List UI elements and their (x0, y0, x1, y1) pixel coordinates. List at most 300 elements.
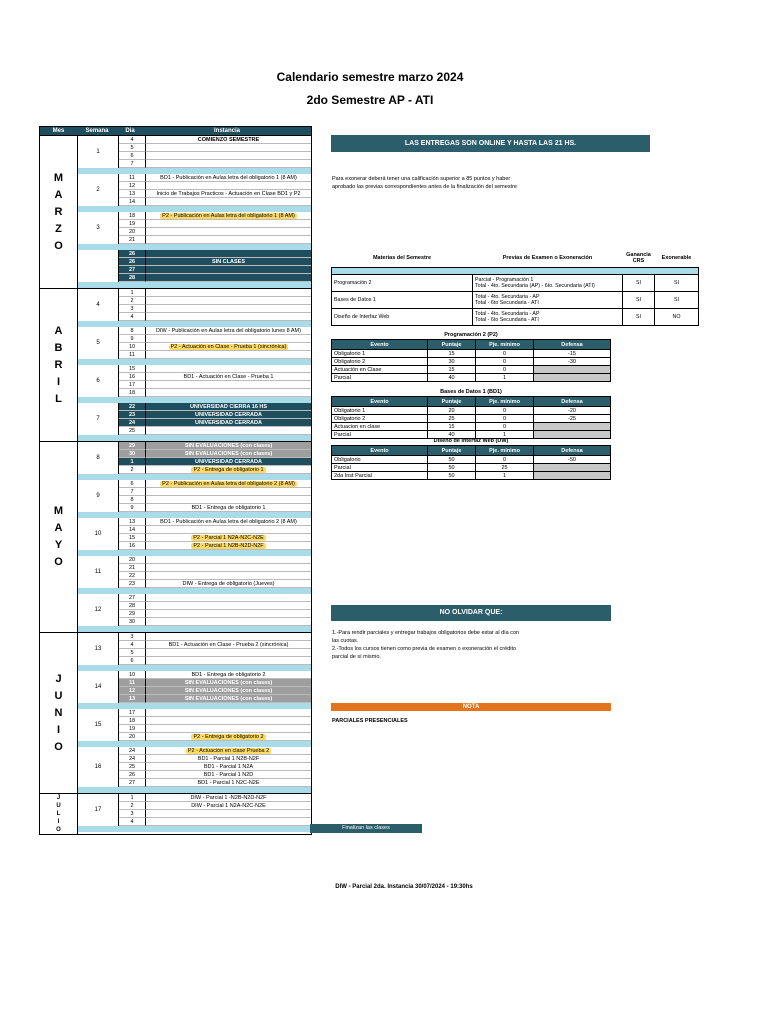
week-row (78, 480, 311, 512)
eval-cell: 0 (476, 456, 534, 464)
day-number: 29 (119, 610, 146, 618)
eval-cell: -15 (534, 350, 611, 358)
month-letter: A (54, 324, 63, 337)
day-event (146, 266, 311, 274)
day-row (119, 236, 311, 244)
day-event (146, 763, 311, 771)
eval-table (331, 396, 611, 439)
day-event-text: BD1 - Parcial 1 N2B-N2F (197, 756, 260, 762)
day-number: 13 (119, 518, 146, 526)
week-number: 15 (78, 709, 119, 741)
eval-header: Pje. mínimo (476, 446, 534, 456)
eval-cell: 50 (428, 456, 476, 464)
day-event-text: UNIVERSIDAD CERRADA (195, 420, 262, 426)
month-letter: J (55, 672, 62, 685)
day-event (146, 365, 311, 373)
month-letter: M (53, 505, 64, 517)
day-event-text: P2 - Entrega de obligatorio 2 (193, 734, 264, 740)
day-event (146, 810, 311, 818)
day-event (146, 526, 311, 534)
day-event-text: BD1 - Entrega de obligatorio 1 (191, 505, 266, 511)
day-event (146, 580, 311, 588)
footer-note: DIW - Parcial 2da. Instancia 30/07/2024 - 19:30hs (335, 884, 473, 890)
day-event-text: SIN EVALUACIONES (con clases) (184, 680, 273, 686)
day-event-text: P2 - Parcial 1 N2B-N2D-N2F (193, 543, 264, 549)
month-name (40, 633, 78, 793)
day-event-text: DIW - Parcial 1 -N2B-N2D-N2F (190, 795, 267, 801)
day-event-text: BD1 - Parcial 1 N2D (203, 772, 254, 778)
day-row (119, 335, 311, 343)
day-row (119, 305, 311, 313)
day-event (146, 250, 311, 258)
page-title: Calendario semestre marzo 2024 (276, 70, 464, 84)
eval-cell: 2da Inst Parcial (332, 472, 428, 480)
week-number: 5 (78, 327, 119, 359)
day-number: 4 (119, 641, 146, 649)
day-row (119, 709, 311, 717)
eval-cell (534, 366, 611, 374)
day-event (146, 389, 311, 397)
day-number: 23 (119, 411, 146, 419)
eval-header: Puntaje (428, 397, 476, 407)
header-dia: Dia (125, 128, 135, 134)
day-number: 30 (119, 618, 146, 626)
day-event-text: BD1 - Entrega de obligatorio 2 (191, 672, 266, 678)
day-row (119, 389, 311, 397)
day-event-text: P2 - Entrega de obligatorio 1 (193, 467, 264, 473)
day-row (119, 657, 311, 665)
day-number: 23 (119, 580, 146, 588)
week-row (78, 633, 311, 665)
week-number: 8 (78, 442, 119, 474)
day-event (146, 594, 311, 602)
no-olvidar-line: 2.-Todos los cursos tienen como previa de examen o exoneración el crédito (332, 646, 517, 652)
materia-crs: SI (623, 291, 655, 308)
week-row (78, 442, 311, 474)
finalizan-clases-badge: Finalizan las clases (310, 824, 422, 833)
day-row (119, 542, 311, 550)
eval-cell: Parcial (332, 374, 428, 382)
day-number: 26 (119, 771, 146, 779)
materia-exonerable: SI (655, 291, 699, 308)
eval-cell: Parcial (332, 464, 428, 472)
day-event-text: COMIENZO SEMESTRE (197, 137, 260, 143)
day-number: 11 (119, 174, 146, 182)
eval-row (332, 407, 611, 415)
eval-title: Bases de Datos 1 (BD1) (440, 389, 502, 395)
day-event (146, 480, 311, 488)
day-row (119, 152, 311, 160)
day-event-text: BD1 - Publicación en Aulas letra del obligatorio 1 (8 AM) (160, 175, 297, 181)
week-row (78, 250, 311, 282)
eval-cell: Actuacion en clase (332, 423, 428, 431)
day-number: 21 (119, 236, 146, 244)
day-row (119, 671, 311, 679)
eval-table (331, 339, 611, 382)
day-event-text: BD1 - Publicación en Aulas letra del obligatorio 2 (8 AM) (160, 519, 297, 525)
eval-cell: 0 (476, 415, 534, 423)
previa-line: Total - 6to Secundaria - ATI (475, 316, 539, 323)
day-event (146, 818, 311, 826)
day-number: 18 (119, 389, 146, 397)
day-number: 22 (119, 403, 146, 411)
day-event (146, 327, 311, 335)
materia-row (332, 308, 699, 325)
day-event (146, 504, 311, 512)
eval-cell: 25 (428, 415, 476, 423)
eval-title: Diseño de Interfaz Web (DW) (433, 438, 509, 444)
day-row (119, 228, 311, 236)
eval-cell: Parcial (332, 431, 428, 439)
day-row (119, 258, 311, 266)
eval-cell: 25 (476, 464, 534, 472)
day-number: 6 (119, 480, 146, 488)
day-number: 3 (119, 305, 146, 313)
day-event (146, 534, 311, 542)
eval-cell: 1 (476, 431, 534, 439)
day-number: 29 (119, 442, 146, 450)
month-letter: O (54, 239, 63, 252)
no-olvidar-line: parcial de sí mismo. (332, 654, 381, 660)
week-number: 7 (78, 403, 119, 435)
day-row (119, 160, 311, 168)
day-row (119, 725, 311, 733)
day-event (146, 725, 311, 733)
day-number: 9 (119, 335, 146, 343)
header-mes: Mes (52, 128, 65, 134)
day-event-text: P2 - Publicación en Aulas letra del obligatorio 1 (8 AM) (162, 213, 295, 219)
day-event-text: BD1 - Actuación en Clase - Prueba 1 (183, 374, 274, 380)
eval-cell: Actuación en Clase (332, 366, 428, 374)
day-row (119, 419, 311, 427)
day-number: 20 (119, 733, 146, 741)
month-letter: O (54, 556, 63, 568)
day-row (119, 594, 311, 602)
day-row (119, 190, 311, 198)
day-event (146, 274, 311, 282)
day-event (146, 144, 311, 152)
week-row (78, 518, 311, 550)
eval-row (332, 358, 611, 366)
day-event (146, 458, 311, 466)
day-number: 17 (119, 709, 146, 717)
day-row (119, 496, 311, 504)
eval-header: Puntaje (428, 446, 476, 456)
eval-cell: 15 (428, 366, 476, 374)
day-number: 1 (119, 458, 146, 466)
week-separator (78, 282, 311, 288)
day-number: 5 (119, 144, 146, 152)
day-number: 7 (119, 488, 146, 496)
day-row (119, 818, 311, 826)
day-number: 7 (119, 160, 146, 168)
day-event (146, 649, 311, 657)
eval-cell: 0 (476, 407, 534, 415)
day-row (119, 220, 311, 228)
day-event (146, 733, 311, 741)
month-letter: U (54, 689, 63, 702)
day-number: 18 (119, 717, 146, 725)
month-block (40, 441, 311, 632)
day-row (119, 289, 311, 297)
day-event (146, 602, 311, 610)
day-row (119, 381, 311, 389)
day-row (119, 564, 311, 572)
day-event (146, 442, 311, 450)
day-number: 20 (119, 228, 146, 236)
day-event (146, 771, 311, 779)
materia-exonerable: SI (655, 274, 699, 291)
day-row (119, 313, 311, 321)
day-event (146, 488, 311, 496)
day-event (146, 212, 311, 220)
day-row (119, 534, 311, 542)
eval-cell: 1 (476, 374, 534, 382)
day-event-text: BD1 - Actuación en Clase - Prueba 2 (sincrónica) (168, 642, 289, 648)
eval-cell: -50 (534, 456, 611, 464)
eval-cell: 0 (476, 350, 534, 358)
week-number: 13 (78, 633, 119, 665)
day-number: 8 (119, 496, 146, 504)
eval-table-block (331, 388, 611, 439)
day-event-text: Inicio de Trabajos Practicos - Actuación en Clase BD1 y P2 (156, 191, 301, 197)
day-event (146, 802, 311, 810)
day-row (119, 250, 311, 258)
day-row (119, 695, 311, 703)
day-row (119, 212, 311, 220)
day-event (146, 695, 311, 703)
day-event (146, 305, 311, 313)
day-number: 20 (119, 556, 146, 564)
day-number: 27 (119, 594, 146, 602)
month-letter: I (56, 375, 61, 388)
exonerar-line: Para exonerar deberá tener una calificación superior a 85 puntos y haber (332, 176, 511, 182)
month-letter: L (55, 392, 62, 405)
materia-crs: SI (623, 274, 655, 291)
eval-cell: 40 (428, 431, 476, 439)
materia-previas (473, 291, 623, 308)
eval-row (332, 472, 611, 480)
day-row (119, 403, 311, 411)
day-number: 4 (119, 136, 146, 144)
no-olvidar-line: 1.-Para rendir parciales y entregar trabajos obligatorios debe estar al día con (332, 630, 520, 636)
day-event (146, 335, 311, 343)
eval-header: Evento (332, 397, 428, 407)
week-number: 14 (78, 671, 119, 703)
day-row (119, 327, 311, 335)
eval-header: Defensa (534, 397, 611, 407)
month-name (40, 442, 78, 632)
day-event (146, 289, 311, 297)
day-number: 16 (119, 542, 146, 550)
day-number: 30 (119, 450, 146, 458)
day-row (119, 717, 311, 725)
week-row (78, 403, 311, 435)
day-row (119, 266, 311, 274)
week-separator (78, 826, 311, 832)
day-event-text: P2 - Parcial 1 N2A-N2C-N2E (193, 535, 264, 541)
materia-row (332, 274, 699, 291)
day-number: 14 (119, 526, 146, 534)
day-row (119, 679, 311, 687)
day-event-text: SIN CLASES (211, 259, 245, 265)
eval-cell: 50 (428, 472, 476, 480)
eval-title: Programación 2 (P2) (444, 332, 498, 338)
week-number: 2 (78, 174, 119, 206)
eval-table-block (331, 331, 611, 382)
day-event-text: SIN EVALUACIONES (con clases) (184, 696, 273, 702)
day-event-text: UNIVERSIDAD CIERRA 16 HS (189, 404, 268, 410)
day-number: 19 (119, 220, 146, 228)
day-event-text: DIW - Entrega de obligatorio (Jueves) (182, 581, 275, 587)
day-row (119, 488, 311, 496)
month-name (40, 289, 78, 441)
day-number: 25 (119, 427, 146, 435)
exonerar-line: aprobado las previas correspondientes antes de la finalización del semestre (332, 184, 517, 190)
day-number: 26 (119, 258, 146, 266)
day-event (146, 618, 311, 626)
day-number: 10 (119, 671, 146, 679)
day-event-text: SIN EVALUACIONES (con clases) (184, 451, 273, 457)
materia-crs: SI (623, 308, 655, 325)
month-letter: M (53, 171, 64, 184)
week-number: 9 (78, 480, 119, 512)
day-event (146, 198, 311, 206)
day-number: 4 (119, 818, 146, 826)
day-number: 22 (119, 572, 146, 580)
day-row (119, 755, 311, 763)
month-letter: I (56, 723, 61, 736)
day-number: 26 (119, 250, 146, 258)
week-row (78, 747, 311, 787)
exonerar-note (332, 175, 517, 191)
week-number: 6 (78, 365, 119, 397)
materias-section (331, 249, 699, 326)
day-event (146, 747, 311, 755)
day-event-text: DIW - Publicación en Aulas letra del obligatorio lunes 8 AM) (156, 328, 301, 334)
day-row (119, 602, 311, 610)
day-row (119, 373, 311, 381)
week-row (78, 136, 311, 168)
no-olvidar-banner: NO OLVIDAR QUE: (331, 605, 611, 621)
day-event (146, 136, 311, 144)
day-number: 11 (119, 679, 146, 687)
page-subtitle: 2do Semestre AP - ATI (306, 93, 434, 107)
materia-previas (473, 274, 623, 291)
day-event (146, 182, 311, 190)
day-row (119, 411, 311, 419)
day-row (119, 518, 311, 526)
day-event (146, 174, 311, 182)
month-letter: R (54, 205, 63, 218)
day-number: 15 (119, 365, 146, 373)
week-row (78, 794, 311, 826)
day-event (146, 403, 311, 411)
eval-row (332, 374, 611, 382)
eval-row (332, 456, 611, 464)
day-event (146, 228, 311, 236)
day-event (146, 373, 311, 381)
week-number: 16 (78, 747, 119, 787)
eval-cell: -25 (534, 415, 611, 423)
day-row (119, 427, 311, 435)
eval-header: Pje. mínimo (476, 340, 534, 350)
day-row (119, 297, 311, 305)
week-row (78, 671, 311, 703)
header-semana: Semana (85, 128, 109, 134)
materias-header: Ganancia CRS (626, 251, 651, 264)
eval-table-block (331, 437, 611, 480)
day-event (146, 236, 311, 244)
eval-row (332, 366, 611, 374)
day-event (146, 572, 311, 580)
month-letter: O (56, 827, 61, 833)
week-row (78, 365, 311, 397)
day-event-text: SIN EVALUACIONES (con clases) (184, 443, 273, 449)
nota-banner: NOTA (331, 703, 611, 711)
day-event (146, 717, 311, 725)
day-number: 2 (119, 297, 146, 305)
day-row (119, 810, 311, 818)
day-event-text: BD1 - Parcial 1 N2C-N2E (197, 780, 260, 786)
day-row (119, 450, 311, 458)
day-number: 15 (119, 534, 146, 542)
week-row (78, 327, 311, 359)
month-letter: A (54, 188, 63, 201)
nota-text: PARCIALES PRESENCIALES (332, 718, 408, 724)
online-banner: LAS ENTREGAS SON ONLINE Y HASTA LAS 21 HS. (331, 135, 650, 152)
previa-line: Parcial - Programación 1 (475, 276, 534, 283)
day-number: 24 (119, 755, 146, 763)
day-event (146, 556, 311, 564)
week-row (78, 594, 311, 626)
month-letter: L (56, 811, 61, 817)
eval-header: Puntaje (428, 340, 476, 350)
day-row (119, 466, 311, 474)
day-event-text: P2 - Actuación en clase Prueba 2 (187, 748, 270, 754)
day-row (119, 274, 311, 282)
day-number: 24 (119, 747, 146, 755)
day-event (146, 427, 311, 435)
day-event (146, 152, 311, 160)
day-event (146, 679, 311, 687)
day-event (146, 641, 311, 649)
day-number: 27 (119, 779, 146, 787)
week-number: 4 (78, 289, 119, 321)
day-number: 11 (119, 351, 146, 359)
day-event (146, 411, 311, 419)
eval-cell: -30 (534, 358, 611, 366)
day-event-text: BD1 - Parcial 1 N2A (203, 764, 254, 770)
day-number: 1 (119, 289, 146, 297)
day-event (146, 633, 311, 641)
day-number: 21 (119, 564, 146, 572)
previa-line: Total - 4to. Secundaria - AP (475, 293, 540, 300)
previa-line: Total - 4to. Secundaria - AP (475, 310, 540, 317)
eval-cell: 1 (476, 472, 534, 480)
month-letter: Y (54, 539, 63, 551)
day-event (146, 160, 311, 168)
day-row (119, 794, 311, 802)
eval-cell (534, 374, 611, 382)
month-letter: U (56, 803, 61, 809)
day-number: 16 (119, 373, 146, 381)
month-letter: N (54, 706, 63, 719)
day-event (146, 709, 311, 717)
day-number: 14 (119, 198, 146, 206)
day-event (146, 313, 311, 321)
materias-body (332, 274, 699, 325)
